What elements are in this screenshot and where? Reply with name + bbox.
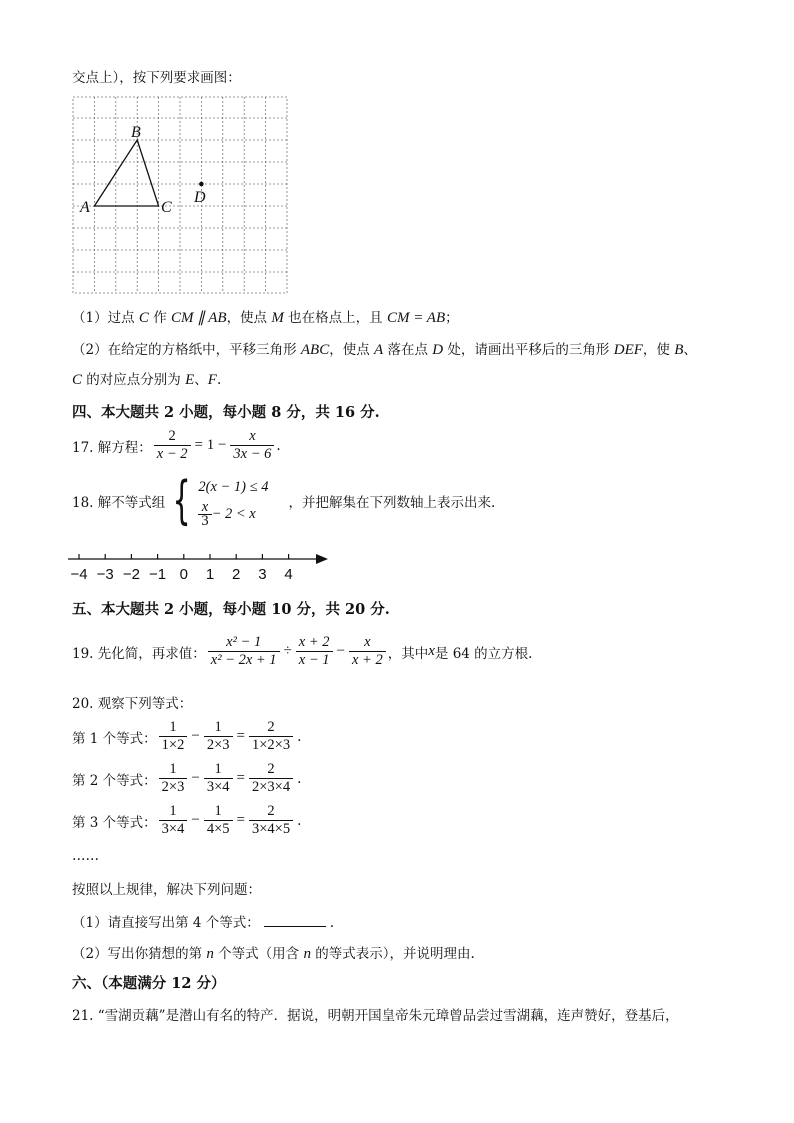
denominator: 3 xyxy=(201,513,209,529)
var-c: C xyxy=(72,372,83,388)
text: （2）写出你猜想的第 xyxy=(72,946,207,962)
fraction xyxy=(249,719,293,754)
operator: ÷ xyxy=(283,643,292,659)
text: . xyxy=(297,728,302,745)
number-line-tick-label: 1 xyxy=(205,566,215,583)
q20-part1 xyxy=(72,911,334,931)
number-line-tick-label: 4 xyxy=(284,566,293,583)
label-c: C xyxy=(161,199,172,216)
section-4-heading: 四、本大题共 2 小题，每小题 8 分，共 16 分. xyxy=(72,404,380,421)
equation-label: 第 1 个等式： xyxy=(72,730,157,747)
fraction xyxy=(154,428,191,463)
var-b: B xyxy=(674,342,684,358)
label-a: A xyxy=(80,199,90,216)
text: 、 xyxy=(683,342,697,358)
numerator: 2 xyxy=(249,803,293,821)
operator: = xyxy=(236,770,245,786)
text: ，并把解集在下列数轴上表示出来. xyxy=(288,495,496,511)
denominator: x + 2 xyxy=(352,652,383,668)
fraction xyxy=(230,428,274,463)
q20-intro: 20. 观察下列等式： xyxy=(72,696,193,712)
number-line-ticks xyxy=(79,554,289,559)
operator: − xyxy=(191,812,200,828)
text: ，使点 xyxy=(226,310,272,326)
operator: = 1 − xyxy=(194,437,227,453)
var-d: D xyxy=(432,342,444,358)
text: ，使点 xyxy=(329,342,375,358)
fraction xyxy=(159,803,188,838)
text: 是 64 的立方根. xyxy=(434,645,533,662)
equation-label: 第 2 个等式： xyxy=(72,772,157,789)
var-n: n xyxy=(303,946,311,962)
var-e: E xyxy=(185,372,195,388)
q21-text: 21. “雪湖贡藕”是潜山有名的特产．据说，明朝开国皇帝朱元璋曾品尝过雪湖藕，连声赞好，登基后， xyxy=(72,1008,679,1024)
inequality-1: 2(x − 1) ≤ 4 xyxy=(198,479,269,495)
text: . xyxy=(297,770,302,787)
q16-part2-line2 xyxy=(72,368,221,389)
text: 处，请画出平移后的三角形 xyxy=(443,342,614,358)
fraction xyxy=(159,761,188,796)
numerator: x + 2 xyxy=(296,634,333,652)
inequality-system xyxy=(198,474,268,528)
number-line-labels xyxy=(70,566,292,583)
q19-label: 19. 先化简，再求值： xyxy=(72,645,206,662)
q16-part2-line1 xyxy=(72,338,697,359)
grid-lines xyxy=(73,97,287,293)
q18-label: 18. 解不等式组 xyxy=(72,495,166,511)
numerator: 1 xyxy=(204,803,233,821)
text: . xyxy=(216,372,222,388)
number-line-arrow xyxy=(316,554,328,564)
operator: = xyxy=(236,812,245,828)
inequality-2 xyxy=(198,501,268,528)
q20-equation-2 xyxy=(72,761,301,796)
fraction xyxy=(159,719,188,754)
var-abc: ABC xyxy=(300,342,330,358)
numerator: x xyxy=(230,428,274,446)
text: （2）在给定的方格纸中，平移三角形 xyxy=(72,342,301,358)
ellipsis: …… xyxy=(72,848,99,864)
number-line-tick-label: 3 xyxy=(258,566,267,583)
denominator: 3x − 6 xyxy=(233,446,272,462)
number-line-tick-label: 0 xyxy=(179,566,188,583)
text: 的对应点分别为 xyxy=(82,372,186,388)
text: 落在点 xyxy=(383,342,433,358)
point-d xyxy=(199,182,204,187)
fraction xyxy=(249,803,293,838)
fraction xyxy=(296,634,333,669)
text: ，其中 xyxy=(387,645,429,662)
q17 xyxy=(72,428,281,463)
denominator: 3×4 xyxy=(206,779,230,795)
denominator: 3×4 xyxy=(161,821,185,837)
numerator: 2 xyxy=(154,428,191,446)
text: （1）请直接写出第 4 个等式： xyxy=(72,915,260,931)
denominator: 3×4×5 xyxy=(251,821,291,837)
denominator: 4×5 xyxy=(206,821,230,837)
var-x: x xyxy=(428,643,435,659)
numerator: 1 xyxy=(159,761,188,779)
operator: − xyxy=(336,643,345,659)
text: 也在格点上，且 xyxy=(283,310,387,326)
numerator: x xyxy=(198,501,211,515)
q17-label: 17. 解方程： xyxy=(72,439,152,456)
text: . xyxy=(329,915,335,931)
label-d: D xyxy=(194,189,206,206)
number-line-tick-label: −2 xyxy=(122,566,140,583)
intro-text: 交点上），按下列要求画图： xyxy=(72,70,241,86)
var-a: A xyxy=(374,342,384,358)
fraction xyxy=(349,634,386,669)
denominator: x − 1 xyxy=(298,652,330,668)
label-b: B xyxy=(131,124,141,141)
var-n: n xyxy=(206,946,214,962)
number-line xyxy=(66,548,336,588)
section-6-heading: 六、（本题满分 12 分） xyxy=(72,975,226,992)
number-line-tick-label: −1 xyxy=(149,566,167,583)
operator: − xyxy=(191,770,200,786)
text: （1）过点 xyxy=(72,310,139,326)
text: 作 xyxy=(148,310,171,326)
numerator: x xyxy=(349,634,386,652)
var-f: F xyxy=(207,372,217,388)
var-def: DEF xyxy=(613,342,643,358)
numerator: 2 xyxy=(249,761,293,779)
q20-equation-3 xyxy=(72,803,301,838)
numerator: 1 xyxy=(204,719,233,737)
fraction xyxy=(249,761,293,796)
numerator: 2 xyxy=(249,719,293,737)
fraction xyxy=(204,803,233,838)
operator: − xyxy=(191,728,200,744)
text: 、 xyxy=(194,372,208,388)
answer-blank[interactable] xyxy=(264,914,326,927)
q19 xyxy=(72,634,532,669)
text: . xyxy=(276,437,281,454)
numerator: 1 xyxy=(204,761,233,779)
expr-cm-eq-ab: CM = AB xyxy=(386,310,446,326)
numerator: x² − 1 xyxy=(208,634,280,652)
text: 个等式（用含 xyxy=(213,946,304,962)
number-line-tick-label: −3 xyxy=(96,566,114,583)
q20-rule: 按照以上规律，解决下列问题： xyxy=(72,882,261,898)
denominator: 2×3 xyxy=(161,779,185,795)
text: ，使 xyxy=(642,342,675,358)
text: 的等式表示），并说明理由. xyxy=(310,946,475,962)
expr-cm-parallel-ab: CM ∥ AB xyxy=(171,310,227,326)
var-c: C xyxy=(138,310,149,326)
denominator: 2×3 xyxy=(206,737,230,753)
numerator: 1 xyxy=(159,719,188,737)
text: − 2 < x xyxy=(211,506,256,522)
operator: = xyxy=(236,728,245,744)
denominator: x − 2 xyxy=(156,446,188,462)
text: . xyxy=(297,812,302,829)
denominator: 2×3×4 xyxy=(251,779,291,795)
number-line-tick-label: 2 xyxy=(232,566,241,583)
var-m: M xyxy=(271,310,284,326)
denominator: x² − 2x + 1 xyxy=(210,652,277,668)
numerator: 1 xyxy=(159,803,188,821)
q20-equation-1 xyxy=(72,719,301,754)
q16-part1 xyxy=(72,306,459,327)
fraction xyxy=(204,761,233,796)
text: ； xyxy=(445,310,459,326)
equation-label: 第 3 个等式： xyxy=(72,814,157,831)
section-5-heading: 五、本大题共 2 小题，每小题 10 分，共 20 分. xyxy=(72,601,390,618)
number-line-tick-label: −4 xyxy=(70,566,88,583)
denominator: 1×2 xyxy=(161,737,185,753)
triangle-abc xyxy=(94,140,158,206)
denominator: 1×2×3 xyxy=(251,737,291,753)
q18 xyxy=(72,471,496,531)
fraction xyxy=(204,719,233,754)
fraction xyxy=(208,634,280,669)
left-brace: { xyxy=(172,471,191,531)
q20-part2 xyxy=(72,942,475,963)
grid-figure xyxy=(70,94,292,296)
